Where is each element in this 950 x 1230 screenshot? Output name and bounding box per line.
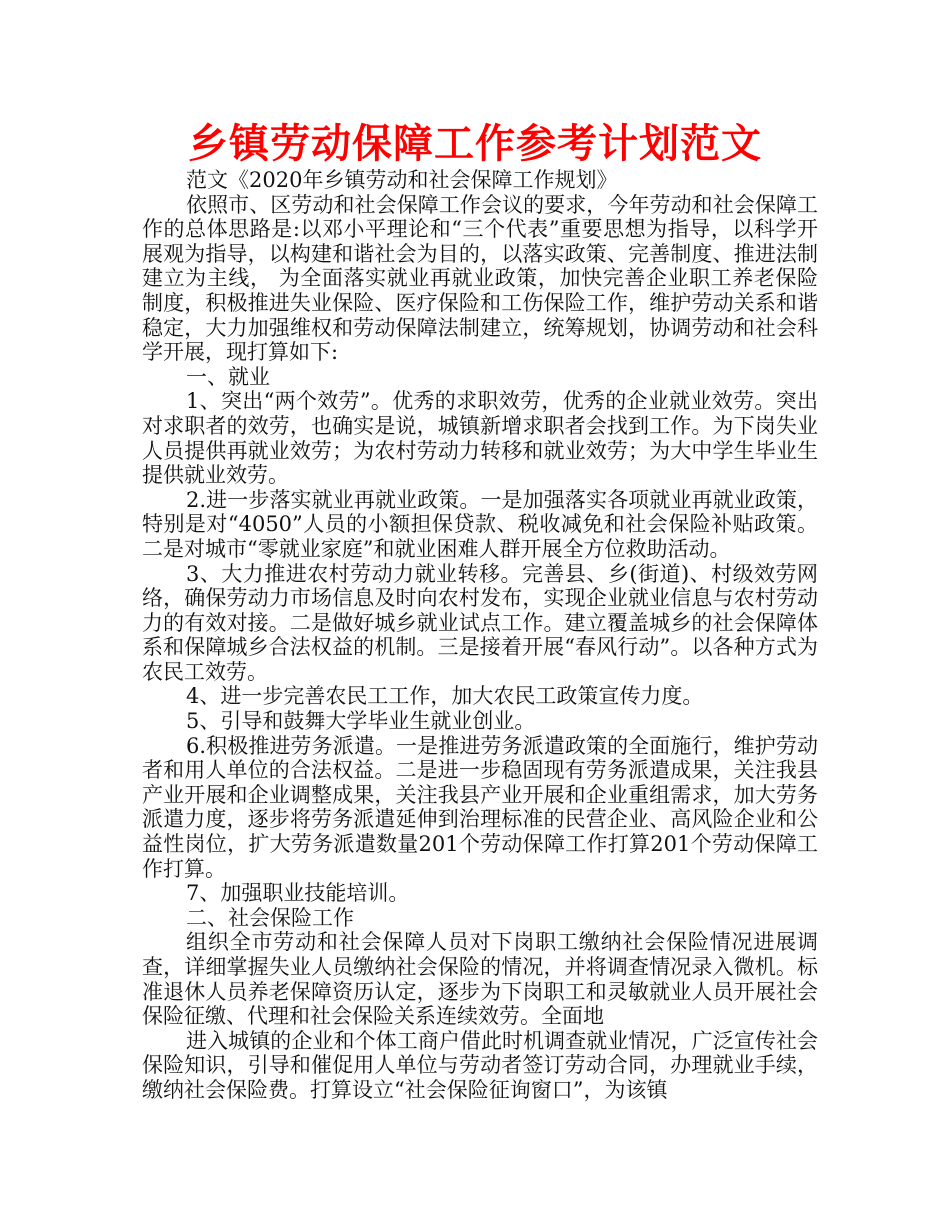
paragraph-social-insurance-survey: 组织全市劳动和社会保障人员对下岗职工缴纳社会保险情况进展调查，详细掌握失业人员缴纳社会保险的情况，并将调查情况录入微机。标准退休人员养老保障资历认定，逐步为下岗职工和灵敏就业人员开展社会保险征缴、代理和社会保险关系连续效劳。全面地 (142, 930, 818, 1029)
paragraph-intro-reference: 范文《2020年乡镇劳动和社会保障工作规划》 (186, 168, 618, 192)
section-heading-social-insurance: 二、社会保险工作 (186, 905, 354, 930)
paragraph-item-2: 2.进一步落实就业再就业政策。一是加强落实各项就业再就业政策，特别是对“4050”人员的小额担保贷款、税收减免和社会保险补贴政策。二是对城市“零就业家庭”和就业困难人群开展全方位救助活动。 (142, 487, 818, 561)
document-body (142, 168, 818, 1103)
paragraph-item-5: 5、引导和鼓舞大学毕业生就业创业。 (186, 709, 536, 734)
document-title: 乡镇劳动保障工作参考计划范文 (188, 121, 762, 167)
paragraph-overall-approach: 依照市、区劳动和社会保障工作会议的要求，今年劳动和社会保障工作的总体思路是:以邓小平理论和“三个代表”重要思想为指导，以科学开展观为指导，以构建和谐社会为目的，以落实政策、完善制度、推进法制建立为主线， 为全面落实就业再就业政策，加快完善企业职工养老保险制度，积极推进失业保险、医疗保险和工伤保险工作，维护劳动关系和谐稳定，大力加强维权和劳动保障法制建立，统筹规划，协调劳动和社会科学开展，现打算如下: (142, 192, 818, 365)
paragraph-item-3: 3、大力推进农村劳动力就业转移。完善县、乡(街道)、村级效劳网络，确保劳动力市场信息及时向农村发布，实现企业就业信息与农村劳动力的有效对接。二是做好城乡就业试点工作。建立覆盖城乡的社会保障体系和保障城乡合法权益的机制。三是接着开展“春风行动”。以各种方式为农民工效劳。 (142, 561, 818, 684)
paragraph-social-insurance-promotion: 进入城镇的企业和个体工商户借此时机调查就业情况，广泛宣传社会保险知识，引导和催促用人单位与劳动者签订劳动合同，办理就业手续，缴纳社会保险费。打算设立“社会保险征询窗口”，为该镇 (142, 1028, 818, 1102)
paragraph-item-6: 6.积极推进劳务派遣。一是推进劳务派遣政策的全面施行，维护劳动者和用人单位的合法权益。二是进一步稳固现有劳务派遣成果，关注我县产业开展和企业调整成果，关注我县产业开展和企业重组需求，加大劳务派遣力度，逐步将劳务派遣延伸到治理标准的民营企业、高风险企业和公益性岗位，扩大劳务派遣数量201个劳动保障工作打算201个劳动保障工作打算。 (142, 733, 818, 881)
paragraph-item-4: 4、进一步完善农民工工作，加大农民工政策宣传力度。 (186, 684, 704, 709)
paragraph-item-7: 7、加强职业技能培训。 (186, 881, 410, 906)
section-heading-employment: 一、就业 (186, 364, 270, 389)
paragraph-item-1: 1、突出“两个效劳”。优秀的求职效劳，优秀的企业就业效劳。突出对求职者的效劳，也确实是说，城镇新增求职者会找到工作。为下岗失业人员提供再就业效劳；为农村劳动力转移和就业效劳；为大中学生毕业生提供就业效劳。 (142, 389, 818, 488)
